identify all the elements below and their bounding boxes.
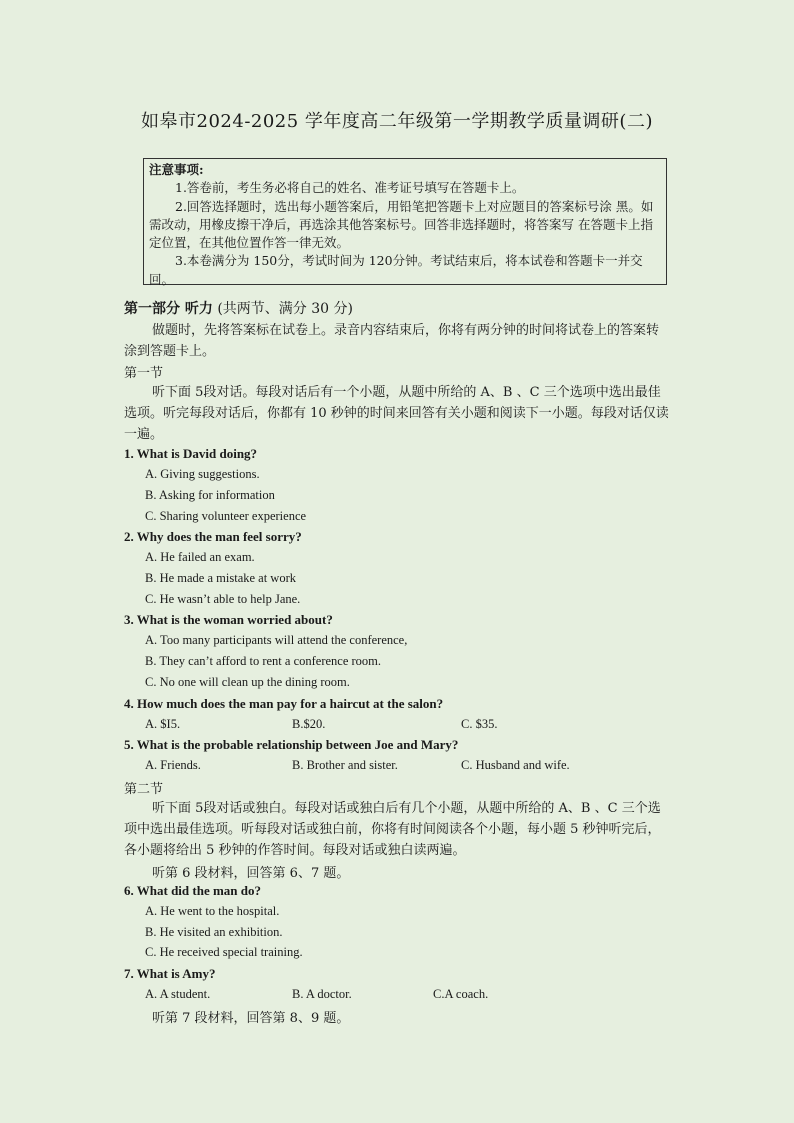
material-7-note: 听第 7 段材料，回答第 8、9 题。 — [152, 1011, 350, 1026]
q1-option-b: B. Asking for information — [145, 488, 275, 502]
q4-option-c: C. $35. — [461, 717, 498, 731]
question-1: 1. What is David doing? — [124, 446, 258, 461]
section1-instructions: 听下面 5段对话。每段对话后有一个小题，从题中所给的 A、B 、C 三个选项中选出最佳选项。听完每段对话后，你都有 10 秒钟的时间来回答有关小题和阅读下一小题。每段对话仅读一遍。 — [124, 385, 669, 442]
q4-option-b: B.$20. — [292, 717, 326, 731]
q4-option-a: A. $I5. — [145, 717, 181, 731]
q7-option-c: C.A coach. — [433, 987, 489, 1001]
question-2: 2. Why does the man feel sorry? — [124, 529, 302, 544]
q6-option-c: C. He received special training. — [145, 945, 303, 959]
q2-option-a: A. He failed an exam. — [145, 550, 255, 564]
q6-option-a: A. He went to the hospital. — [145, 904, 280, 918]
question-4: 4. How much does the man pay for a haircut at the salon? — [124, 696, 444, 711]
notice-heading: 注意事项: — [149, 162, 204, 177]
material-6-note: 听第 6 段材料，回答第 6、7 题。 — [152, 866, 350, 881]
q3-option-b: B. They can’t afford to rent a conference room. — [145, 654, 382, 668]
part1-heading-title: 第一部分 听力 — [124, 301, 213, 317]
q5-option-a: A. Friends. — [145, 758, 201, 772]
section2-instructions: 听下面 5段对话或独白。每段对话或独白后有几个小题，从题中所给的 A、B 、C 三个选项中选出最佳选项。听每段对话或独白前，你将有时间阅读各个小题，每小题 5 秒钟听完后，各小题将给出 5 秒钟的作答时间。每段对话或独白读两遍。 — [124, 801, 661, 858]
notice-item: 1.答卷前，考生务必将自己的姓名、准考证号填写在答题卡上。 — [175, 180, 525, 196]
question-6: 6. What did the man do? — [124, 883, 262, 898]
q7-option-a: A. A student. — [145, 987, 211, 1001]
q3-option-a: A. Too many participants will attend the conference, — [145, 633, 408, 647]
q5-option-c: C. Husband and wife. — [461, 758, 570, 772]
question-3: 3. What is the woman worried about? — [124, 612, 333, 627]
section1-label: 第一节 — [124, 366, 164, 381]
q1-option-c: C. Sharing volunteer experience — [145, 509, 307, 523]
q6-option-b: B. He visited an exhibition. — [145, 925, 283, 939]
question-7: 7. What is Amy? — [124, 966, 216, 981]
section2-label: 第二节 — [124, 782, 164, 797]
q7-option-b: B. A doctor. — [292, 987, 352, 1001]
notice-box — [143, 158, 667, 285]
q1-option-a: A. Giving suggestions. — [145, 467, 260, 481]
q5-option-b: B. Brother and sister. — [292, 758, 398, 772]
q2-option-b: B. He made a mistake at work — [145, 571, 296, 585]
question-5: 5. What is the probable relationship between Joe and Mary? — [124, 737, 459, 752]
part1-heading-score: (共两节、满分 30 分) — [217, 301, 353, 317]
part1-heading — [124, 298, 353, 318]
q2-option-c: C. He wasn’t able to help Jane. — [145, 592, 301, 606]
part1-instructions: 做题时，先将答案标在试卷上。录音内容结束后，你将有两分钟的时间将试卷上的答案转涂到答题卡上。 — [124, 323, 660, 359]
q3-option-c: C. No one will clean up the dining room. — [145, 675, 350, 689]
page-title: 如皋市2024-2025 学年度高二年级第一学期教学质量调研(二) — [141, 111, 653, 132]
notice-item: 3.本卷满分为 150分，考试时间为 120分钟。考试结束后，将本试卷和答题卡一并交回。 — [149, 253, 643, 287]
notice-item: 2.回答选择题时，选出每小题答案后，用铅笔把答题卡上对应题目的答案标号涂 黑。如需改动，用橡皮擦干净后，再选涂其他答案标号。回答非选择题时，将答案写 在答题卡上指定位置，在其他位置作答一律无效。 — [149, 198, 654, 251]
